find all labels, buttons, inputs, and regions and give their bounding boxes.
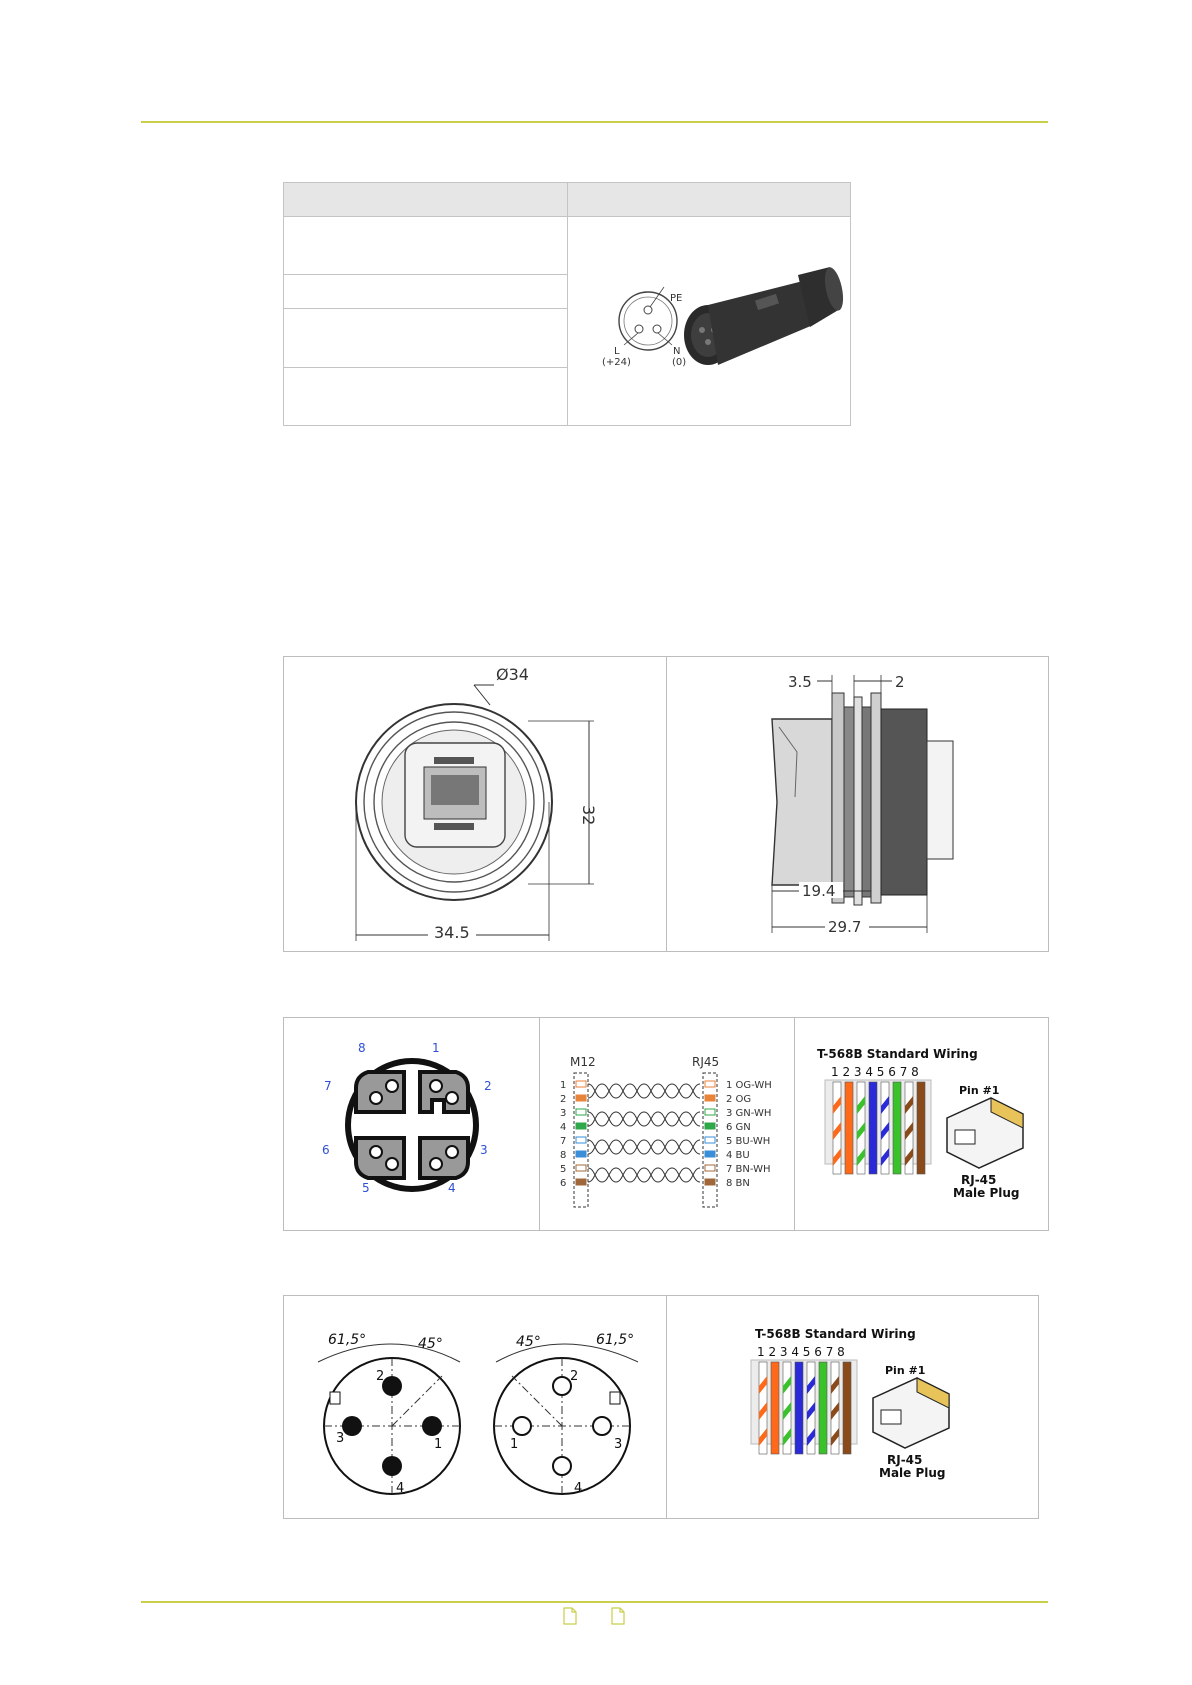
m12-4pin-diagram xyxy=(284,1296,666,1518)
m12-8pin-diagram xyxy=(284,1018,539,1230)
wire-end xyxy=(576,1109,586,1115)
rj45-plug-icon xyxy=(873,1378,949,1448)
wire-strip xyxy=(819,1362,827,1454)
t568b-diagram xyxy=(667,1296,1038,1518)
dim-depth-a: 19.4 xyxy=(802,882,836,900)
m12-rj45-map-panel xyxy=(540,1018,795,1230)
wire-end xyxy=(705,1137,715,1143)
rj45-pin-label: 7 BN-WH xyxy=(726,1164,771,1175)
m12-pin-label: 4 xyxy=(560,1122,567,1133)
m12-pin-label: 2 xyxy=(560,1094,567,1105)
pin-number: 6 xyxy=(322,1143,330,1157)
pin-number: 7 xyxy=(324,1079,332,1093)
power-connector-diagram xyxy=(568,217,850,420)
power-connector-photo xyxy=(684,266,846,365)
pin-number: 3 xyxy=(336,1431,345,1446)
t568b-numbers: 1 2 3 4 5 6 7 8 xyxy=(831,1065,919,1079)
pin-number: 4 xyxy=(448,1181,456,1195)
plug-label-2: Male Plug xyxy=(953,1186,1020,1200)
table-cell xyxy=(284,275,568,309)
m12-pin-label: 7 xyxy=(560,1136,567,1147)
dim-width: 34.5 xyxy=(434,923,470,942)
t568b-numbers: 1 2 3 4 5 6 7 8 xyxy=(757,1345,845,1359)
wire-strip xyxy=(869,1082,877,1174)
wire-end xyxy=(576,1151,586,1157)
m12-4pin-panel xyxy=(284,1296,667,1518)
power-connector-table xyxy=(283,182,851,426)
table-row xyxy=(284,217,851,275)
wire-end xyxy=(576,1123,586,1129)
wire-end xyxy=(705,1151,715,1157)
twisted-pair xyxy=(588,1168,700,1182)
t568b-wires xyxy=(751,1360,857,1454)
m12-pin-label: 1 xyxy=(560,1080,567,1091)
table-header-cell-1 xyxy=(284,183,568,217)
pin-label-pe: PE xyxy=(670,293,683,304)
table-cell xyxy=(284,367,568,425)
wire-strip xyxy=(845,1082,853,1174)
pin-number: 3 xyxy=(480,1143,488,1157)
pin-label-l: L xyxy=(614,346,620,357)
pin-label-n: N xyxy=(673,346,681,357)
rj45-pin-label: 8 BN xyxy=(726,1178,750,1189)
t568b-panel-2 xyxy=(667,1296,1038,1518)
twisted-pair xyxy=(588,1168,700,1182)
m12-rj45-map xyxy=(540,1018,794,1230)
rj45-pin-label: 6 GN xyxy=(726,1122,751,1133)
rj45-pin-label: 4 BU xyxy=(726,1150,750,1161)
pin-number: 1 xyxy=(432,1041,440,1055)
m12-pin-label: 8 xyxy=(560,1150,567,1161)
dim-side-b: 2 xyxy=(895,673,905,691)
wire-end xyxy=(576,1081,586,1087)
table-cell xyxy=(284,217,568,275)
dim-depth-b: 29.7 xyxy=(828,918,862,936)
m12-pin-label: 6 xyxy=(560,1178,567,1189)
twisted-pair xyxy=(588,1140,700,1154)
twisted-pair xyxy=(588,1084,700,1098)
wire-strip xyxy=(917,1082,925,1174)
wire-end xyxy=(705,1081,715,1087)
rj45-pin-label: 5 BU-WH xyxy=(726,1136,771,1147)
dim-height: 32 xyxy=(579,805,598,826)
pin-label-n-sub: (0) xyxy=(672,357,687,368)
power-connector-image-cell xyxy=(568,217,851,426)
wire-strip xyxy=(771,1362,779,1454)
pin-number: 3 xyxy=(614,1437,623,1452)
pin-number: 5 xyxy=(362,1181,370,1195)
m12-pin-label: 3 xyxy=(560,1108,567,1119)
t568b-title: T-568B Standard Wiring xyxy=(817,1047,978,1061)
twisted-pair xyxy=(588,1084,700,1098)
t568b-diagram xyxy=(795,1018,1048,1230)
plug-label-1: RJ-45 xyxy=(961,1173,997,1187)
m12-pin-label: 5 xyxy=(560,1164,567,1175)
table-header-cell-2 xyxy=(568,183,851,217)
wire-end xyxy=(576,1165,586,1171)
pin-number: 8 xyxy=(358,1041,366,1055)
t568b-title: T-568B Standard Wiring xyxy=(755,1327,916,1341)
angle-label-b: 45° xyxy=(418,1336,443,1352)
wire-strip xyxy=(795,1362,803,1454)
rj45-plug-icon xyxy=(947,1098,1023,1168)
angle-label-b-female: 45° xyxy=(516,1334,541,1350)
pin-label-l-sub: (+24) xyxy=(602,357,631,368)
wire-strip xyxy=(893,1082,901,1174)
table-header-row xyxy=(284,183,851,217)
pin-number: 2 xyxy=(570,1369,579,1384)
page-icon xyxy=(564,1608,576,1624)
t568b-wires xyxy=(825,1080,931,1174)
wire-end xyxy=(576,1095,586,1101)
t568b-panel-1 xyxy=(795,1018,1048,1230)
wire-end xyxy=(576,1137,586,1143)
wire-end xyxy=(705,1095,715,1101)
pin1-label: Pin #1 xyxy=(885,1364,926,1377)
page-icon xyxy=(612,1608,624,1624)
m12-rj45-wiring-figure xyxy=(283,1017,1049,1231)
twisted-pair xyxy=(588,1112,700,1126)
angle-label-a-female: 61,5° xyxy=(596,1332,635,1348)
m12-4pin-wiring-figure xyxy=(283,1295,1039,1519)
side-view-drawing xyxy=(667,657,1048,951)
pin-number: 2 xyxy=(376,1369,385,1384)
plug-label-2: Male Plug xyxy=(879,1466,946,1480)
wire-end xyxy=(705,1179,715,1185)
wire-strip xyxy=(843,1362,851,1454)
wire-end xyxy=(705,1109,715,1115)
pin-number: 1 xyxy=(510,1437,519,1452)
wire-end xyxy=(705,1123,715,1129)
pin-number: 1 xyxy=(434,1437,443,1452)
angle-label-a: 61,5° xyxy=(328,1332,367,1348)
header-rule xyxy=(141,121,1048,123)
m12-8pin-panel xyxy=(284,1018,540,1230)
rj45-dimension-figure xyxy=(283,656,1049,952)
footer-icons xyxy=(562,1606,632,1626)
twisted-pair xyxy=(588,1140,700,1154)
front-view-drawing xyxy=(284,657,666,951)
front-view-panel xyxy=(284,657,667,951)
pin-number: 4 xyxy=(574,1481,583,1496)
pin1-label: Pin #1 xyxy=(959,1084,1000,1097)
side-view-panel xyxy=(667,657,1048,951)
wire-end xyxy=(705,1165,715,1171)
m12-header: M12 xyxy=(570,1055,596,1069)
dim-side-a: 3.5 xyxy=(788,673,812,691)
pin-number: 4 xyxy=(396,1481,405,1496)
footer-rule xyxy=(141,1601,1048,1603)
wire-end xyxy=(576,1179,586,1185)
twisted-pair xyxy=(588,1112,700,1126)
rj45-pin-label: 2 OG xyxy=(726,1094,752,1105)
map-rows xyxy=(560,1080,772,1189)
rj45-pin-label: 3 GN-WH xyxy=(726,1108,772,1119)
dim-diameter: Ø34 xyxy=(496,665,529,684)
pin-number: 2 xyxy=(484,1079,492,1093)
plug-label-1: RJ-45 xyxy=(887,1453,923,1467)
rj45-header: RJ45 xyxy=(692,1055,720,1069)
rj45-pin-label: 1 OG-WH xyxy=(726,1080,772,1091)
table-cell xyxy=(284,309,568,367)
